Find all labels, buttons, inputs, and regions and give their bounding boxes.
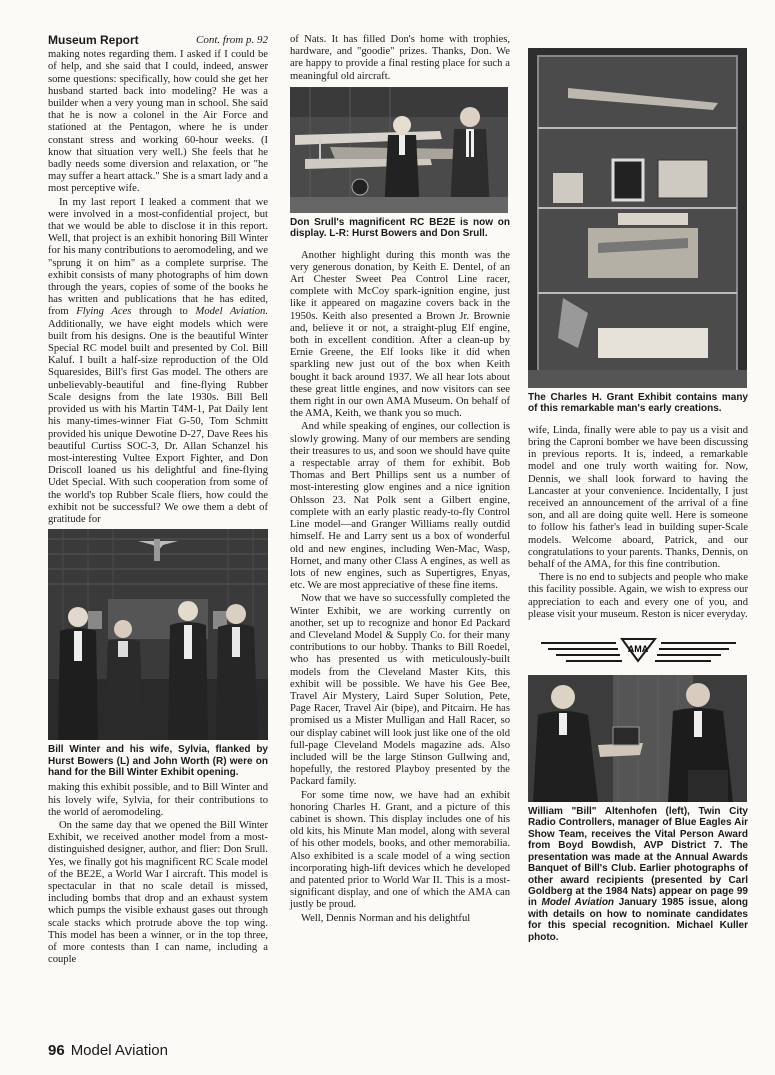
continued-note: Cont. from p. 92 — [195, 34, 268, 46]
logo-text: AMA — [627, 644, 648, 655]
paragraph: making this exhibit possible, and to Bill Winter and his lovely wife, Sylvia, for their contributions to the world of aeromodeling. — [48, 782, 268, 818]
paragraph: There is no end to subjects and people who make this facility possible. Again, we wish to express our appreciation to each and every one of you, and please visit your museum. Reston is nicer everyday. — [528, 572, 748, 620]
paragraph: Another highlight during this month was the very generous donation, by Keith E. Dentel, of an Art Chester Sweet Pea Control Line racer, complete with McCoy spark-ignition engine, just like it appeared on magazine covers back in the 1950s. Keith also presented a Brown Jr. Brownie and, believe it or not, a straight-plug Elf engine, both in excellent condition. After a clean-up by Ernie Greene, the Elf looks like it did when sparkling new just out of the box when Keith bought it back around 1937. We all hear lots about these great little engines, and now visitors can see them right in our own AMA Museum. On behalf of the AMA, Keith, we thank you so much. — [290, 249, 510, 420]
paragraph: Well, Dennis Norman and his delightful — [301, 912, 471, 924]
photo-charles-grant-exhibit — [528, 48, 747, 388]
page-footer — [48, 1042, 168, 1059]
section-header — [48, 34, 268, 48]
photo-caption: William "Bill" Altenhofen (left), Twin City Radio Controllers, manager of Blue Eagles Air Show Team, receives the Vital Person Award from Boyd Bowdish, AVP District 7. The presentation was made at the Annual Awards Banquet of Bill's Club. Earlier photographs of other award recipients (presented by Carl Goldberg at the 1984 Nats) appear on page 99 in Model Aviation January 1985 issue, along with details on how to nominate candidates for this special recognition. Michael Kuller photo. — [528, 806, 749, 943]
page-number: 96 — [48, 1042, 65, 1059]
column-1 — [48, 34, 268, 967]
paragraph: In my last report I leaked a comment that we were involved in a most-confidential project, but that we would be able to disclose it in this report. Well, that project is an exhibit honoring Bill Winter for his many contributions to aeromodeling, and we "sprung it on him" as a complete surprise. The exhibit consists of many photographs of him down through the years, copies of some of the books he has written and publications that he has edited, from Flying Aces through to Model Aviation. Additionally, we have eight models which were built from his designs. One is the beautiful Winter Special RC model built and presented by Col. Bill Kaluf. I built a half-size reproduction of the Old Squaresides, Bill's first Gas model. The others are unbelievably-beautiful and fine-flying Rubber Scale designs from the late 1930s. Bill Bell provided us with his Martin T4M-1, Pat Daily lent his many-times-winner Fiat G-50, Tom Schmitt provided his unique Dewotine D-27, Dave Rees his beautiful Curtiss SOC-3, Dr. Allan Schanzel his most-interesting Vultee Export Fighter, and Don Driscoll loaned us his delightful and fine-flying Udet Special. With such cooperation from some of the world's top Rubber Scale fliers, how could the exhibit not be successful? We owe them a debt of gratitude for — [48, 196, 268, 525]
ama-wings-logo — [536, 631, 741, 667]
paragraph: of Nats. It has filled Don's home with trophies, hardware, and "goodie" prizes. Thanks, Don. We are happy to provide a final resting place for such a meaningful old aircraft. — [290, 34, 510, 82]
paragraph: Now that we have so successfully completed the Winter Exhibit, we are working currently on another, set up to recognize and honor Ed Packard and Cleveland Model & Supply Co. for their many contributions to our hobby. Thanks to Bill Roedel, who has presented us with meticulously-built models from the Cleveland Master Kits, this exhibit will be possible. We have his Gee Bee, Travel Air Mystery, Laird Super Solution, Pete, Page Racer, Travel Air (bipe), and Pitcairn. He has promised us a Mister Mulligan and Hall Racer, so our display cabinet will look just like one of the old full-page Cleveland Models magazine ads. Also included will be the large Stinson Gullwing and, hopefully, the restored Playboy presented by the Packard family. — [290, 593, 510, 788]
photo-don-srull-be2e — [290, 87, 508, 213]
photo-caption: Bill Winter and his wife, Sylvia, flanked by Hurst Bowers (L) and John Worth (R) were on hand for the Bill Winter Exhibit opening. — [48, 744, 268, 778]
paragraph: For some time now, we have had an exhibit honoring Charles H. Grant, and a picture of this cabinet is shown. This display includes one of his old kits, his Minute Man model, along with several of his other models, books, and other memorabilia. Also exhibited is a scale model of a wing section incorporating high-lift devices which he developed and patented prior to World War II. This is a most-significant display, and one of which the AMA can justly be proud. — [290, 789, 510, 911]
paragraph: On the same day that we opened the Bill Winter Exhibit, we received another model from a most-distinguished designer, author, and flier: Don Srull. Yes, we finally got his magnificent RC Scale model of the BE2E, a World War I aircraft. This model is spectacular in that no scale detail is missed, including bombs that drop and an exhaust system which pumps the visible exhaust gases out through scale stacks which protrude above the top wing. This model has been a winner, or in the top three, of more contests than I can name, including a couple — [48, 819, 268, 966]
section-title: Museum Report — [48, 34, 139, 47]
paragraph: And while speaking of engines, our collection is slowly growing. Many of our members are sending their treasures to us, and soon we should have quite a respectable array of them for exhibit. Bob Thomas and Bert Phillips sent us a number of most-interesting glow engines and a nice ignition Ohlsson 23. Nat Polk sent a Gilbert engine, complete with an early plastic ready-to-fly Control Line model—and Granger Williams really outdid himself. He and Larry sent us a box of wonderful old and new engines, including Wen-Mac, Wasp, Hornet, and many other Class A engines, as well as lots of new engines, such as Supertigres, Enyas, etc. We are most appreciative of these fine items. — [290, 421, 510, 592]
photo-caption: Don Srull's magnificent RC BE2E is now on display. L-R: Hurst Bowers and Don Srull. — [290, 216, 510, 240]
magazine-name: Model Aviation — [70, 1042, 168, 1059]
photo-altenhofen-award — [528, 675, 747, 802]
photo-caption: The Charles H. Grant Exhibit contains many of this remarkable man's early creations. — [528, 392, 748, 415]
column-3 — [528, 48, 748, 947]
photo-bill-winter-exhibit — [48, 529, 268, 740]
paragraph: making notes regarding them. I asked if I could be of help, and she said that I could, indeed, answer some questions: specifically, how could she get her husband started back into modeling? He was a builder when a very young man in school. She said that he is now a colonel in the Air Force and stationed at the Pentagon, where he is under constant stress and working 60-hour weeks. (I know that situation very well.) She feels that he badly needs some diversion and relaxation, or "he may suffer a heart attack." She is a smart lady and a most perceptive wife. — [48, 49, 268, 195]
column-2 — [290, 34, 510, 926]
paragraph: wife, Linda, finally were able to pay us a visit and bring the Caproni bomber we have been discussing in previous reports. It is, indeed, a remarkable model and one truly worth waiting for. Now, Dennis, we shall look forward to having the Lancaster at your convenience. Incidentally, I just received an announcement of the arrival of a fine son, and all are doing quite well. Here is someone to follow his father's lead in building super-Scale models. Welcome aboard, Patrick, and our congratulations to your parents. Thanks, Dennis, on behalf of the AMA, for this fine contribution. — [528, 424, 748, 571]
